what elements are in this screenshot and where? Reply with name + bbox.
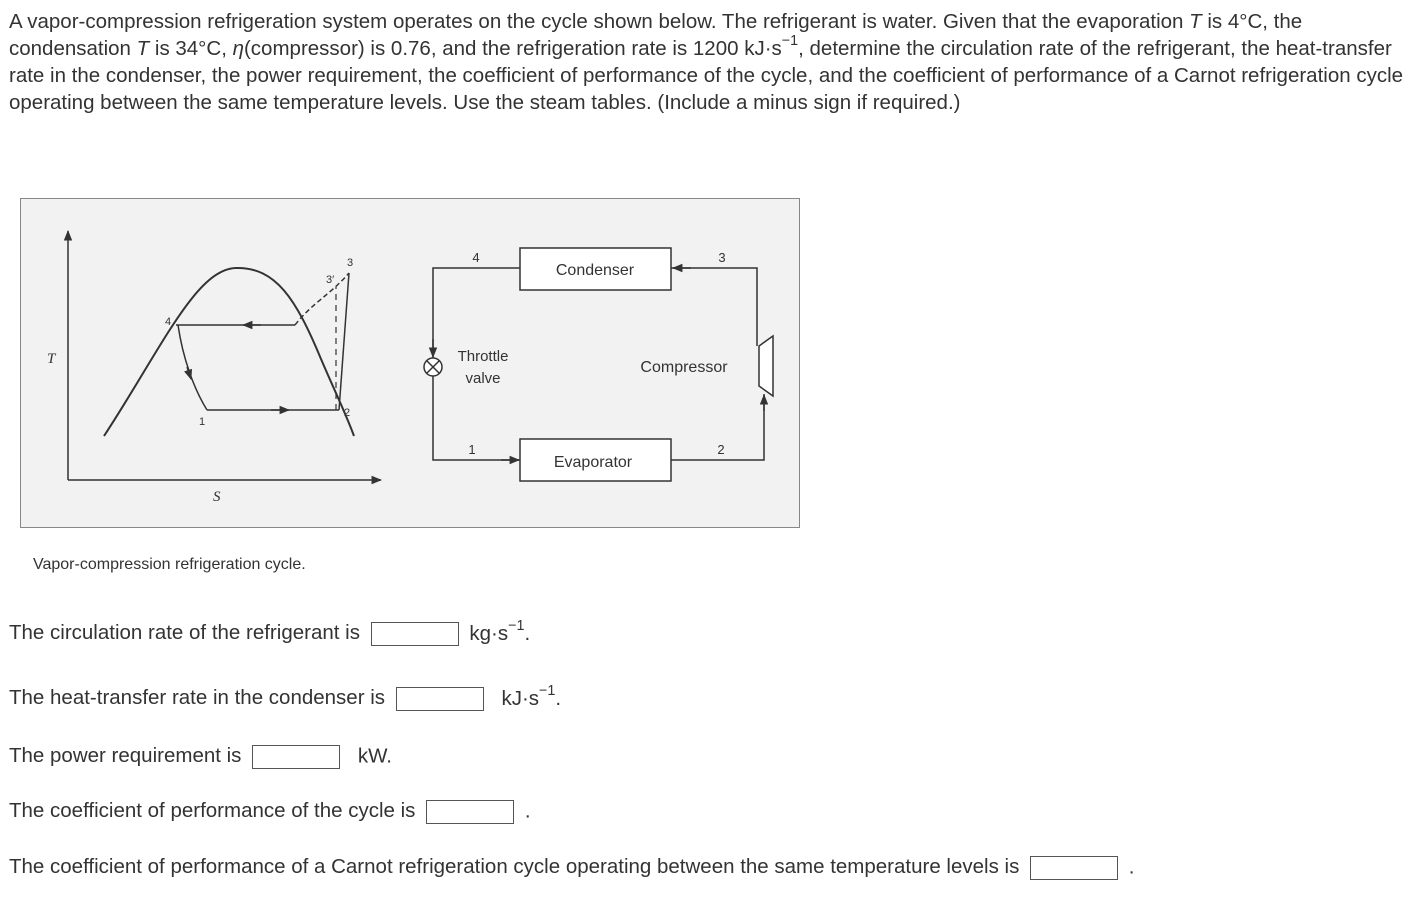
question-label: The heat-transfer rate in the condenser is — [9, 686, 386, 709]
question-condenser-heat-rate: The heat-transfer rate in the condenser is $kJ\cdot s^{-1}$. — [9, 682, 562, 710]
symbol-T: T — [1189, 10, 1202, 33]
problem-text-5: , determine the circulation rate of the refrigerant, the heat-transfer rate in the condenser, the power requirement, the coefficient of performance of the cycle, and the coefficient of performance of a Carnot refrigeration cycle operating between the same temperature levels. Use the steam tables. (Include a minus sign if required.) — [9, 37, 1404, 114]
question-label: The coefficient of performance of a Carnot refrigeration cycle operating between the same temperature levels is — [9, 855, 1020, 878]
compressor-shape — [759, 336, 773, 396]
ts-point-4: 4 — [165, 316, 172, 328]
cop-cycle-input[interactable] — [426, 800, 514, 824]
unit-exponent: −1 — [539, 682, 556, 699]
compressor-label: Compressor — [640, 359, 728, 376]
state-3-label: 3 — [718, 250, 726, 265]
figure-caption: Vapor-compression refrigeration cycle. — [33, 556, 306, 573]
ts-point-2: 2 — [344, 407, 351, 419]
circulation-rate-input[interactable] — [371, 622, 459, 646]
question-cop-cycle: The coefficient of performance of the cycle is . — [9, 799, 531, 823]
cycle-diagram-svg — [21, 199, 801, 529]
exponent: −1 — [781, 33, 799, 50]
problem-text-1: A vapor-compression refrigeration system operates on the cycle shown below. The refrigerant is water. Given that the evaporation — [9, 10, 1190, 33]
valve-label: valve — [465, 370, 501, 387]
ts-point-3: 3 — [347, 257, 354, 269]
power-requirement-input[interactable] — [252, 745, 340, 769]
unit-label: kg·s — [469, 621, 509, 645]
cop-carnot-input[interactable] — [1030, 856, 1118, 880]
saturation-dome — [104, 268, 354, 436]
condenser-heat-rate-input[interactable] — [396, 687, 484, 711]
unit-exponent: −1 — [508, 617, 525, 634]
question-label: The coefficient of performance of the cycle is — [9, 799, 416, 822]
question-power-requirement — [9, 744, 392, 769]
evaporator-label: Evaporator — [553, 454, 633, 471]
question-circulation-rate: The circulation rate of the refrigerant is $kg\cdot s^{-1}$. — [9, 617, 531, 645]
cycle-figure — [20, 198, 800, 528]
state-2-label: 2 — [717, 442, 725, 457]
schematic — [424, 248, 773, 481]
question-label: The circulation rate of the refrigerant is — [9, 621, 360, 644]
compression-line — [339, 273, 349, 410]
throttle-label: Throttle — [457, 348, 509, 365]
t-axis-label: T — [47, 351, 56, 367]
problem-statement — [9, 8, 1413, 116]
question-label: The power requirement is — [9, 744, 242, 767]
problem-text-4: (compressor) is 0.76, and the refrigeration rate is 1200 kJ·s — [243, 37, 782, 60]
problem-text-3: is 34°C, — [149, 37, 233, 60]
ts-diagram — [47, 231, 381, 505]
symbol-T: T — [136, 37, 150, 60]
unit-label: kW. — [357, 744, 393, 768]
state-4-label: 4 — [472, 250, 480, 265]
ts-point-3prime: 3′ — [326, 274, 335, 286]
state-1-label: 1 — [468, 442, 476, 457]
throttle-curve — [178, 325, 207, 410]
s-axis-label: S — [213, 489, 221, 505]
symbol-eta: η — [232, 37, 244, 60]
condenser-label: Condenser — [555, 262, 635, 279]
problem-text-2: is 4°C, the condensation — [9, 10, 1303, 60]
unit-label: kJ·s — [501, 686, 540, 710]
superheat-line — [295, 273, 349, 325]
question-cop-carnot: The coefficient of performance of a Carnot refrigeration cycle operating between the same temperature levels is . — [9, 855, 1135, 879]
ts-point-1: 1 — [199, 416, 206, 428]
